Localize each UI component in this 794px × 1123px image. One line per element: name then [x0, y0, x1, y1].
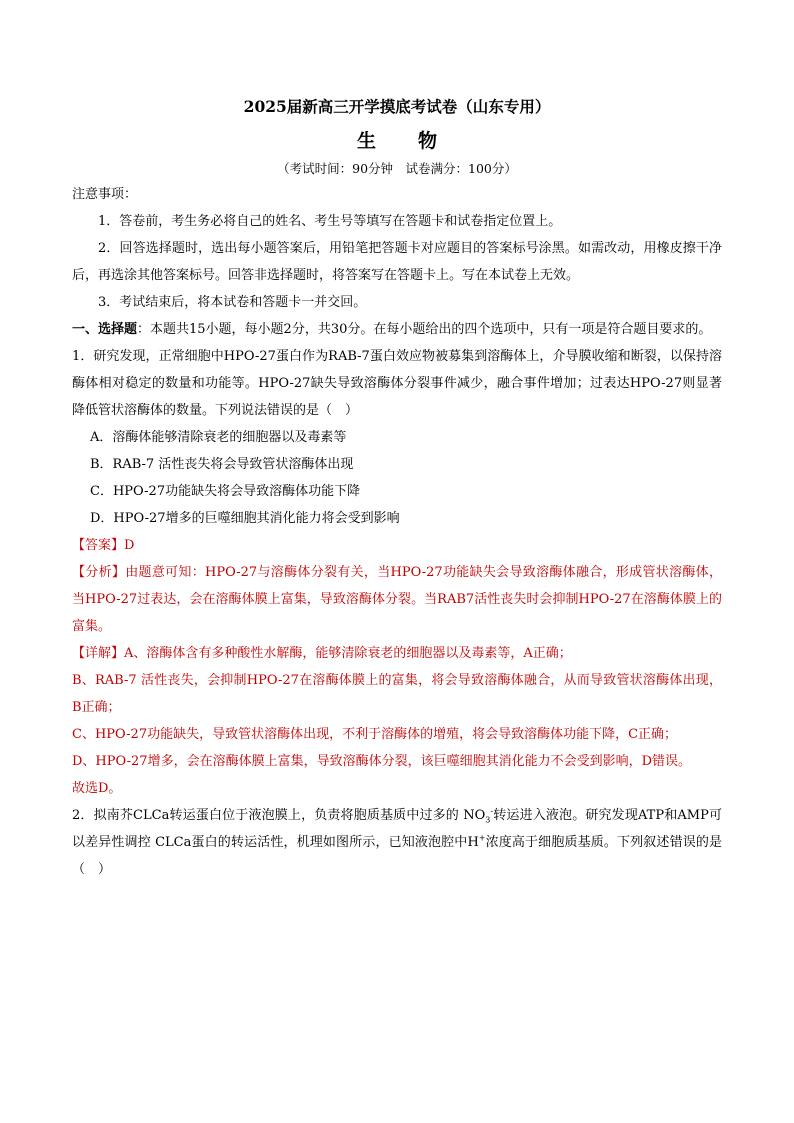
note-item-3: 3．考试结束后，将本试卷和答题卡一并交回。 [98, 295, 367, 310]
document-page [72, 96, 722, 883]
note-item-2: 2．回答选择题时，选出每小题答案后，用铅笔把答题卡对应题目的答案标号涂黑。如需改动，用橡皮擦干净后，再选涂其他答案标号。回答非选择题时，将答案写在答题卡上。写在本试卷上无效。 [72, 241, 722, 283]
subject-title: 生物 [356, 130, 479, 152]
question-1-detail-b: B、RAB-7 活性丧失，会抑制HPO-27在溶酶体膜上的富集，将会导致溶酶体融合，从而导致管状溶酶体出现，B正确； [72, 673, 722, 715]
exam-title: 2025届新高三开学摸底考试卷（山东专用） [243, 97, 551, 116]
note-item-1: 1．答卷前，考生务必将自己的姓名、考生号等填写在答题卡和试卷指定位置上。 [98, 214, 562, 229]
question-1-conclusion: 故选D。 [72, 781, 122, 796]
section-text: ：本题共15小题，每小题2分，共30分。在每小题给出的四个选项中，只有一项是符合题目要求的。 [137, 322, 712, 337]
question-1-detail-a [72, 640, 722, 667]
detail-label: 【详解】 [72, 646, 125, 661]
question-2-stem-part1: 2．拟南芥CLCa转运蛋白位于液泡膜上，负责将胞质基质中过多的 NO [72, 808, 486, 823]
answer-value: D [124, 538, 135, 553]
question-2-stem-part2: 转运进入液泡。研究发现ATP和AMP可以差异性调控 CLCa蛋白的转运活性，机理如图所示，已知液泡腔中H [72, 808, 723, 850]
question-1-detail-c: C、HPO-27功能缺失，导致管状溶酶体出现，不利于溶酶体的增殖，将会导致溶酶体功能下降，C正确； [72, 727, 678, 742]
question-1-option-c: C．HPO-27功能缺失将会导致溶酶体功能下降 [90, 484, 361, 499]
question-1-option-d: D．HPO-27增多的巨噬细胞其消化能力将会受到影响 [90, 511, 400, 526]
question-1-answer [72, 532, 722, 559]
proton-superscript: + [478, 833, 486, 843]
analysis-text: 由题意可知：HPO-27与溶酶体分裂有关，当HPO-27功能缺失会导致溶酶体融合，形成管状溶酶体，当HPO-27过表达，会在溶酶体膜上富集，导致溶酶体分裂。当RAB7活性丧失时会抑制HPO-27在溶酶体膜上的富集。 [72, 565, 722, 634]
section-heading [72, 316, 722, 343]
answer-label: 【答案】 [72, 538, 125, 553]
analysis-label: 【分析】 [72, 565, 126, 580]
question-2-stem-part3: 浓度高于细胞质基质。下列叙述错误的是（ ） [72, 835, 722, 877]
question-1-option-b: B．RAB-7 活性丧失将会导致管状溶酶体出现 [90, 457, 354, 472]
notes-heading: 注意事项： [72, 187, 138, 202]
nitrate-subscript: 3 [485, 815, 491, 825]
question-2-stem [72, 802, 722, 883]
question-1-detail-d: D、HPO-27增多，会在溶酶体膜上富集，导致溶酶体分裂，该巨噬细胞其消化能力不会受到影响，D错误。 [72, 754, 691, 769]
section-prefix: 一、选择题 [72, 322, 138, 337]
question-1-stem: 1．研究发现，正常细胞中HPO-27蛋白作为RAB-7蛋白效应物被募集到溶酶体上，介导膜收缩和断裂，以保持溶酶体相对稳定的数量和功能等。HPO-27缺失导致溶酶体分裂事件减少，融合事件增加；过表达HPO-27则显著降低管状溶酶体的数量。下列说法错误的是（ ） [72, 349, 722, 418]
question-1-option-a: A．溶酶体能够清除衰老的细胞器以及毒素等 [90, 430, 347, 445]
question-1-analysis [72, 559, 722, 640]
nitrate-superscript: - [490, 806, 494, 816]
exam-info: （考试时间：90分钟 试卷满分：100分） [277, 161, 517, 176]
detail-a-text: A、溶酶体含有多种酸性水解酶，能够清除衰老的细胞器以及毒素等，A正确； [124, 646, 572, 661]
